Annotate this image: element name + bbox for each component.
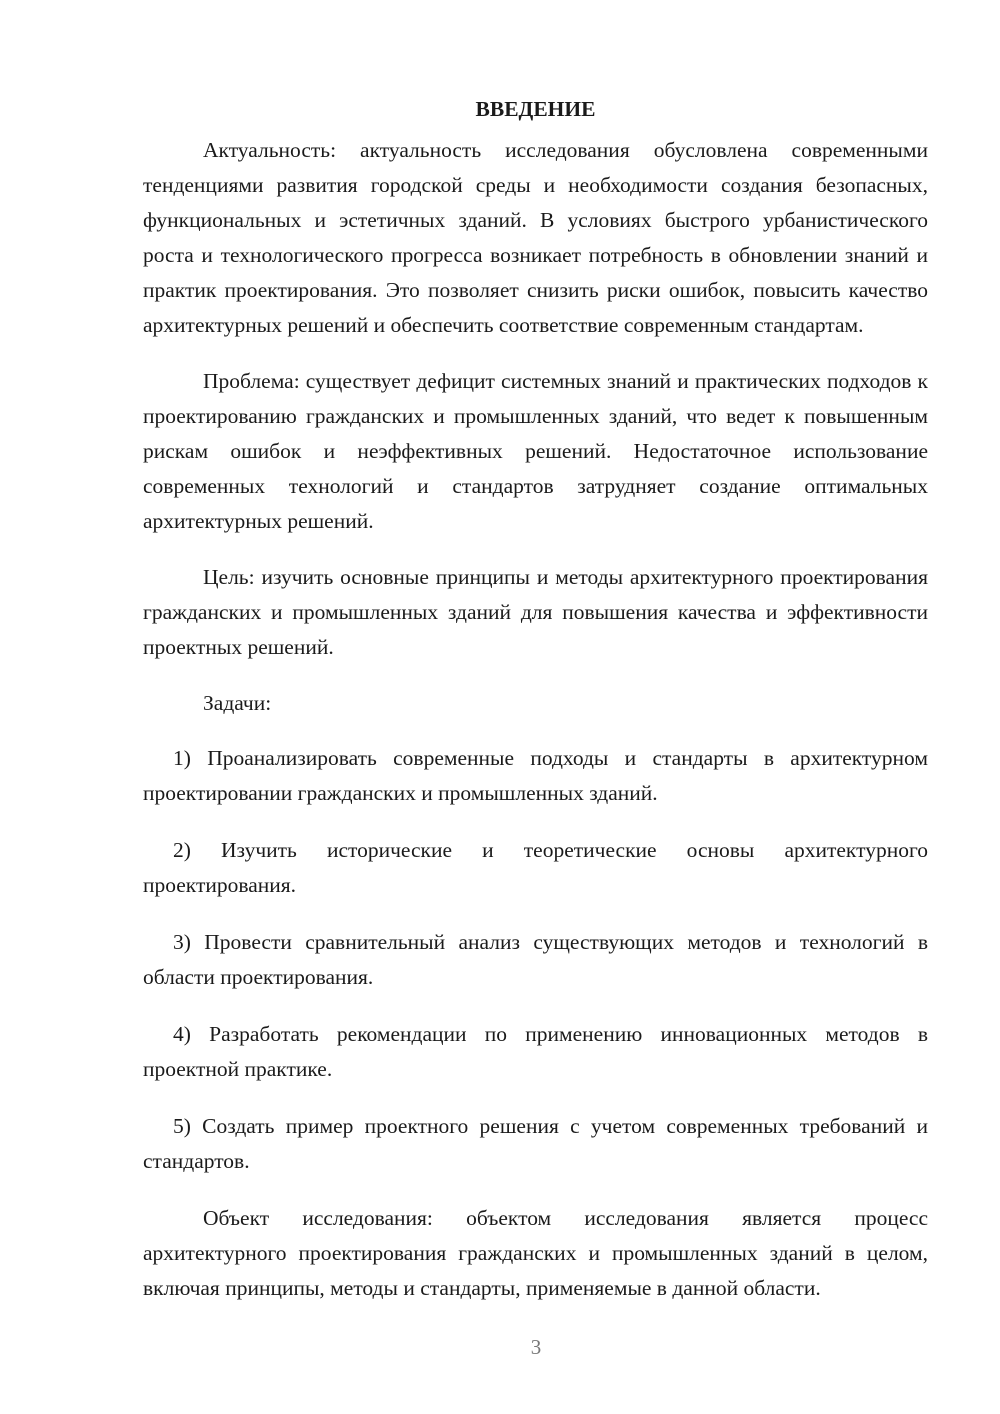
task-item: 4) Разработать рекомендации по применению инновационных методов в проектной практике. [143, 1022, 928, 1081]
task-item: 2) Изучить исторические и теоретические основы архитектурного проектирования. [143, 838, 928, 897]
tasks-heading: Задачи: [203, 691, 272, 715]
task-item: 3) Провести сравнительный анализ существующих методов и технологий в области проектирования. [143, 930, 928, 989]
page-title: ВВЕДЕНИЕ [475, 97, 596, 121]
page-number: 3 [530, 1335, 542, 1359]
task-item: 5) Создать пример проектного решения с учетом современных требований и стандартов. [143, 1114, 928, 1173]
object-paragraph: Объект исследования: объектом исследования является процесс архитектурного проектирования гражданских и промышленных зданий в целом, включая принципы, методы и стандарты, применяемые в данной области. [143, 1206, 928, 1300]
problem-paragraph: Проблема: существует дефицит системных знаний и практических подходов к проектированию гражданских и промышленных зданий, что ведет к повышенным рискам ошибок и неэффективных решений. Недостаточное использование современных технологий и стандартов затрудняет создание оптимальных архитектурных решений. [143, 369, 928, 533]
relevance-paragraph: Актуальность: актуальность исследования обусловлена современными тенденциями развития городской среды и необходимости создания безопасных, функциональных и эстетичных зданий. В условиях быстрого урбанистического роста и технологического прогресса возникает потребность в обновлении знаний и практик проектирования. Это позволяет снизить риски ошибок, повысить качество архитектурных решений и обеспечить соответствие современным стандартам. [143, 138, 928, 337]
task-item: 1) Проанализировать современные подходы и стандарты в архитектурном проектировании гражданских и промышленных зданий. [143, 746, 928, 805]
document-page [143, 92, 928, 1327]
goal-paragraph: Цель: изучить основные принципы и методы архитектурного проектирования гражданских и промышленных зданий для повышения качества и эффективности проектных решений. [143, 565, 928, 659]
